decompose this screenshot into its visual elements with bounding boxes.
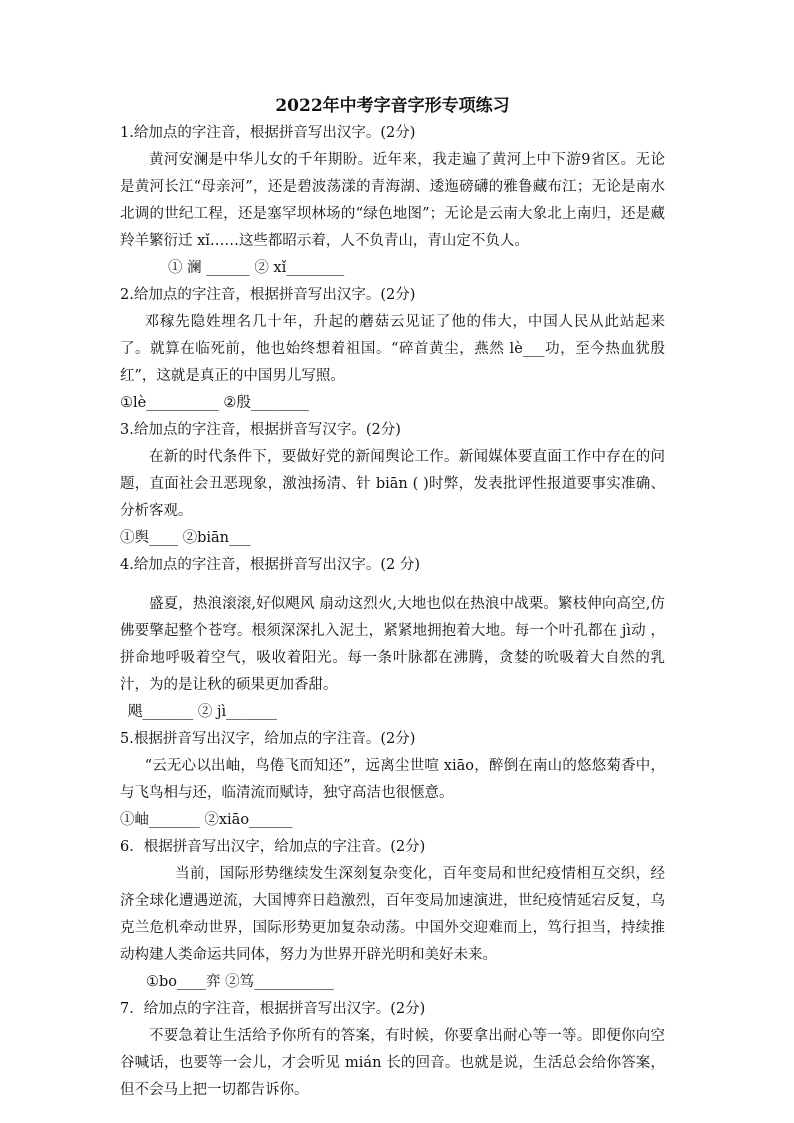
question-5-prompt: 5.根据拼音写出汉字，给加点的字注音。(2分) bbox=[120, 731, 416, 747]
question-7-prompt: 7．给加点的字注音，根据拼音写出汉字。(2分) bbox=[120, 1001, 426, 1017]
question-3-prompt: 3.给加点的字注音，根据拼音写汉字。(2分) bbox=[120, 422, 401, 438]
question-4-passage: 盛夏，热浪滚滚,好似飓风 扇动这烈火,大地也似在热浪中战栗。繁枝伸向高空,仿佛要擎起整个苍穹。根须深深扎入泥土，紧紧地拥抱着大地。每一个叶孔都在 jì动 ，拼命地呼吸着空气，吸收着阳光。每一条叶脉都在沸腾，贪婪的吮吸着大自然的乳汁，为的是让秋的硕果更加香甜。 bbox=[120, 596, 665, 693]
spacer bbox=[120, 579, 665, 591]
worksheet-page bbox=[120, 95, 665, 1104]
page-title: 2022年中考字音字形专项练习 bbox=[275, 96, 510, 116]
question-6-passage: 当前，国际形势继续发生深刻复杂变化，百年变局和世纪疫情相互交织，经济全球化遭遇逆流，大国博弈日趋激烈，百年变局加速演进，世纪疫情延宕反复，乌克兰危机牵动世界，国际形势更加复杂动荡。中国外交迎难而上，笃行担当，持续推动构建人类命运共同体，努力为世界开辟光明和美好未来。 bbox=[120, 866, 665, 963]
question-5-passage: “云无心以出岫，鸟倦飞而知还”，远离尘世喧 xiāo，醉倒在南山的悠悠菊香中，与飞鸟相与还，临清流而赋诗，独守高洁也很惬意。 bbox=[120, 758, 665, 801]
question-6-prompt: 6．根据拼音写出汉字，给加点的字注音。(2分) bbox=[120, 839, 426, 855]
question-5-answers: ①岫_______ ②xiāo______ bbox=[120, 812, 293, 828]
question-7-passage: 不要急着让生活给予你所有的答案，有时候，你要拿出耐心等一等。即便你向空谷喊话，也要等一会儿，才会听见 mián 长的回音。也就是说，生活总会给你答案，但不会马上把一切都告诉你。 bbox=[120, 1028, 665, 1098]
question-1-answers: ① 澜 ______ ② xǐ________ bbox=[168, 260, 345, 276]
question-2-answers: ①lè__________ ②殷________ bbox=[120, 395, 309, 411]
question-3-passage: 在新的时代条件下，要做好党的新闻舆论工作。新闻媒体要直面工作中存在的问题，直面社会丑恶现象，激浊扬清、针 biān ( )时弊，发表批评性报道要事实准确、分析客观。 bbox=[120, 449, 665, 519]
question-4-answers: 飓_______ ② jì_______ bbox=[128, 704, 277, 720]
question-1-passage: 黄河安澜是中华儿女的千年期盼。近年来，我走遍了黄河上中下游9省区。无论是黄河长江“母亲河”，还是碧波荡漾的青海湖、逶迤磅礴的雅鲁藏布江；无论是南水北调的世纪工程，还是塞罕坝林场的“绿色地图”；无论是云南大象北上南归，还是藏羚羊繁衍迁 xǐ……这些都昭示着，人不负青山，青山定不负人。 bbox=[120, 152, 665, 249]
question-2-prompt: 2.给加点的字注音，根据拼音写出汉字。(2分) bbox=[120, 287, 416, 303]
question-1-prompt: 1.给加点的字注音，根据拼音写出汉字。(2分) bbox=[120, 125, 416, 141]
question-3-answers: ①舆____ ②biān___ bbox=[120, 530, 251, 546]
question-6-answers: ①bo____弈 ②笃___________ bbox=[146, 974, 334, 990]
question-4-prompt: 4.给加点的字注音，根据拼音写出汉字。(2 分) bbox=[120, 557, 420, 573]
question-2-passage: 邓稼先隐姓埋名几十年，升起的蘑菇云见证了他的伟大，中国人民从此站起来了。就算在临死前，他也始终想着祖国。“碎首黄尘，燕然 lè___功，至今热血犹殷红”，这就是真正的中国男儿写照。 bbox=[120, 314, 665, 384]
